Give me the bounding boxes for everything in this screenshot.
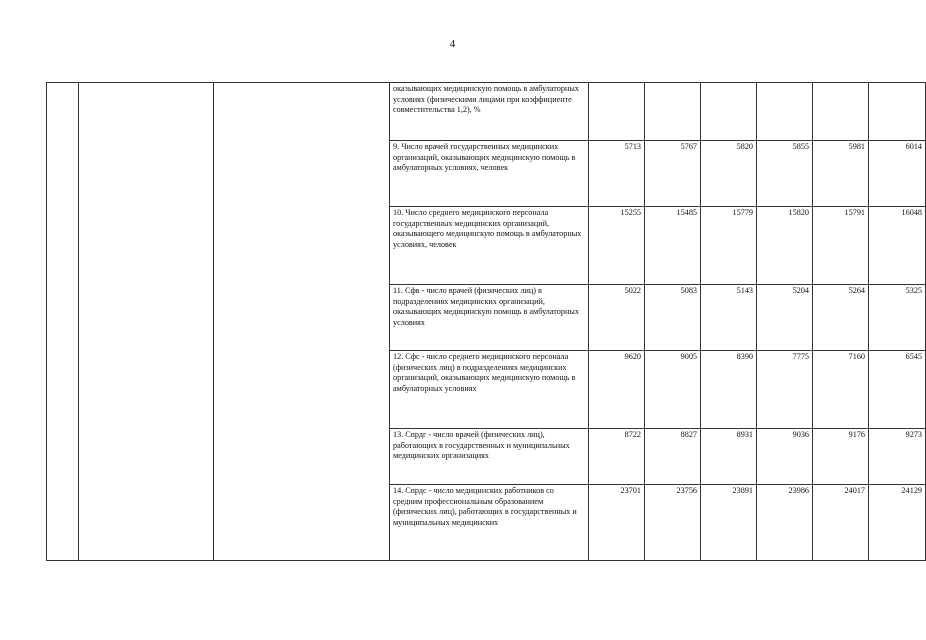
indicator-cell: 11. Сфв - число врачей (физических лиц) в подразделениях медицинских организаций, оказывающих медицинскую помощь в амбулаторных условиях <box>390 285 589 351</box>
value-cell: 9273 <box>869 429 926 485</box>
value-cell: 5855 <box>757 141 813 207</box>
value-cell: 15779 <box>701 207 757 285</box>
responsible-cell <box>214 83 390 561</box>
indicator-continuation-cell <box>390 83 589 141</box>
value-cell: 6014 <box>869 141 926 207</box>
value-cell: 23891 <box>701 485 757 561</box>
value-cell: 5083 <box>645 285 701 351</box>
value-cell: 5143 <box>701 285 757 351</box>
value-cell: 8931 <box>701 429 757 485</box>
value-cell: 5325 <box>869 285 926 351</box>
indicator-cell: 10. Число среднего медицинского персонала государственных медицинских организаций, оказывающего медицинскую помощь в амбулаторных условиях, человек <box>390 207 589 285</box>
indicator-cell: 14. Сnрдс - число медицинских работников со средним профессиональным образованием (физических лиц), работающих в государственных и муниципальных медицинских <box>390 485 589 561</box>
value-cell: 23756 <box>645 485 701 561</box>
value-cell: 5713 <box>589 141 645 207</box>
indicator-cell: 9. Число врачей государственных медицинских организаций, оказывающих медицинскую помощь в амбулаторных условиях, человек <box>390 141 589 207</box>
table-row-main <box>47 83 926 141</box>
value-cell: 23986 <box>757 485 813 561</box>
value-cell: 6545 <box>869 351 926 429</box>
value-cell: 24017 <box>813 485 869 561</box>
indicator-continuation-text: оказывающих медицинскую помощь в амбулаторных условиях (физическими лицами при коэффициенте совместительства 1,2), % <box>393 84 579 115</box>
value-cell: 15255 <box>589 207 645 285</box>
value-cell: 9005 <box>645 351 701 429</box>
value-cell <box>813 83 869 141</box>
value-cell: 5981 <box>813 141 869 207</box>
value-cell: 24129 <box>869 485 926 561</box>
value-cell: 7160 <box>813 351 869 429</box>
value-cell: 5820 <box>701 141 757 207</box>
value-cell: 9176 <box>813 429 869 485</box>
value-cell: 16048 <box>869 207 926 285</box>
value-cell: 9620 <box>589 351 645 429</box>
value-cell: 5204 <box>757 285 813 351</box>
value-cell <box>869 83 926 141</box>
value-cell <box>757 83 813 141</box>
value-cell: 15485 <box>645 207 701 285</box>
value-cell: 9036 <box>757 429 813 485</box>
value-cell: 8722 <box>589 429 645 485</box>
value-cell: 5264 <box>813 285 869 351</box>
page-number: 4 <box>449 38 456 50</box>
value-cell <box>645 83 701 141</box>
value-cell: 7775 <box>757 351 813 429</box>
value-cell: 15791 <box>813 207 869 285</box>
indicators-table <box>46 82 926 561</box>
value-cell: 15820 <box>757 207 813 285</box>
value-cell: 5767 <box>645 141 701 207</box>
value-cell: 5022 <box>589 285 645 351</box>
value-cell <box>589 83 645 141</box>
value-cell <box>701 83 757 141</box>
value-cell: 23701 <box>589 485 645 561</box>
project-name-cell <box>79 83 214 561</box>
value-cell: 8390 <box>701 351 757 429</box>
indicator-cell: 13. Сnрдг - число врачей (физических лиц), работающих в государственных и муниципальных медицинских организациях <box>390 429 589 485</box>
number-column-cell <box>47 83 79 561</box>
value-cell: 8827 <box>645 429 701 485</box>
indicator-cell: 12. Сфс - число среднего медицинского персонала (физических лиц) в подразделениях медицинских организаций, оказывающих медицинскую помощь в амбулаторных условиях <box>390 351 589 429</box>
